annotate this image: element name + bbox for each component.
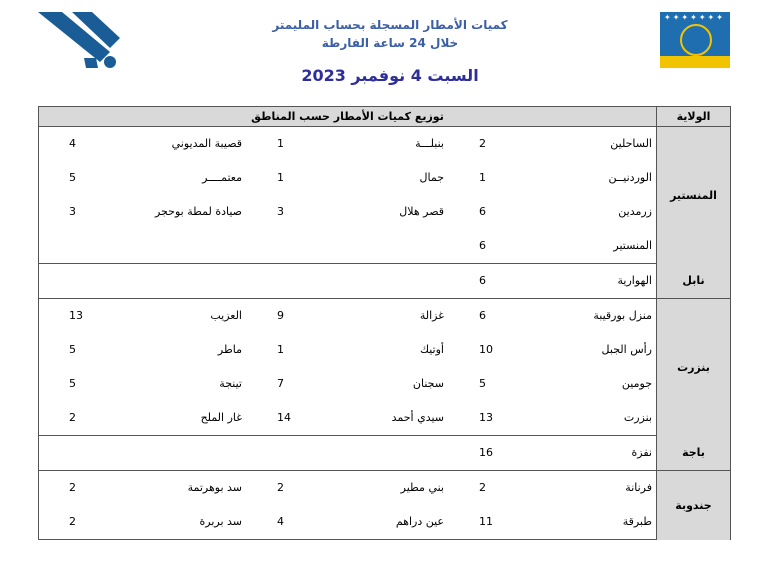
logo-band (660, 56, 730, 68)
rainfall-value: 2 (277, 481, 284, 494)
table-row (39, 367, 731, 401)
station-name: غزالة (419, 309, 444, 322)
rainfall-value: 1 (479, 171, 486, 184)
rainfall-value: 1 (277, 343, 284, 356)
rainfall-value: 10 (479, 343, 493, 356)
right-logo (660, 12, 730, 68)
governorate-cell: باجة (657, 436, 731, 471)
emblem-icon (680, 24, 712, 56)
station-name: بني مطير (400, 481, 444, 494)
rainfall-value: 2 (479, 481, 486, 494)
station-name: جمال (419, 171, 444, 184)
rainfall-table (38, 106, 731, 540)
header-governorate: الولاية (657, 107, 731, 127)
rainfall-value: 3 (277, 205, 284, 218)
rainfall-value: 13 (69, 309, 83, 322)
table-row (39, 333, 731, 367)
station-name: رأس الجبل (601, 343, 652, 356)
station-name: أوتيك (419, 343, 444, 356)
rainfall-value: 16 (479, 446, 493, 459)
report-date: السبت 4 نوفمبر 2023 (301, 66, 479, 85)
left-logo (38, 12, 122, 70)
rainfall-value: 2 (479, 137, 486, 150)
rainfall-value: 13 (479, 411, 493, 424)
table-row (39, 229, 731, 264)
rainfall-value: 6 (479, 309, 486, 322)
station-name: فرنانة (625, 481, 652, 494)
governorate-cell: نابل (657, 264, 731, 299)
table-header-row (39, 107, 731, 127)
governorate-cell: المنستير (657, 127, 731, 264)
station-name: ماطر (217, 343, 242, 356)
station-name: عين دراهم (395, 515, 444, 528)
stripes-logo-icon (38, 12, 122, 70)
station-name: معتمــــر (202, 171, 242, 184)
rainfall-value: 6 (479, 205, 486, 218)
governorate-cell: جندوبة (657, 471, 731, 540)
rainfall-value: 5 (69, 343, 76, 356)
rainfall-value: 5 (69, 171, 76, 184)
rainfall-value: 1 (277, 137, 284, 150)
station-name: سيدي أحمد (391, 411, 444, 424)
rainfall-value: 14 (277, 411, 291, 424)
table-row (39, 471, 731, 506)
rainfall-value: 9 (277, 309, 284, 322)
station-name: بنبلـــة (415, 137, 444, 150)
station-name: سد بوهرتمة (187, 481, 242, 494)
station-name: بنزرت (623, 411, 652, 424)
station-name: غار الملح (200, 411, 242, 424)
station-name: الوردنيــن (608, 171, 652, 184)
report-subtitle: خلال 24 ساعة الفارطة (321, 36, 459, 50)
station-name: الساحلين (610, 137, 652, 150)
rainfall-value: 6 (479, 239, 486, 252)
station-name: قصر هلال (399, 205, 444, 218)
report-title: كميات الأمطار المسجلة بحساب المليمتر (272, 18, 508, 32)
rainfall-value: 6 (479, 274, 486, 287)
table-row (39, 161, 731, 195)
rainfall-value: 4 (69, 137, 76, 150)
table-row (39, 264, 731, 299)
table-row (39, 127, 731, 162)
station-name: سجنان (412, 377, 444, 390)
rainfall-value: 3 (69, 205, 76, 218)
header-distribution: توزيع كميات الأمطار حسب المناطق (39, 107, 657, 127)
governorate-cell: بنزرت (657, 299, 731, 436)
rainfall-value: 2 (69, 411, 76, 424)
station-name: المنستير (613, 239, 652, 252)
station-name: جومين (621, 377, 652, 390)
station-name: طبرقة (622, 515, 652, 528)
station-name: منزل بورقيبة (593, 309, 652, 322)
table-row (39, 195, 731, 229)
station-name: تينجة (219, 377, 242, 390)
table-row (39, 436, 731, 471)
rainfall-value: 5 (69, 377, 76, 390)
rainfall-value: 5 (479, 377, 486, 390)
rainfall-value: 7 (277, 377, 284, 390)
rainfall-value: 11 (479, 515, 493, 528)
station-name: العزيب (210, 309, 242, 322)
rainfall-value: 2 (69, 515, 76, 528)
station-name: نفزة (631, 446, 652, 459)
rainfall-value: 1 (277, 171, 284, 184)
station-name: صيادة لمطة بوحجر (154, 205, 242, 218)
table-row (39, 401, 731, 436)
table-row (39, 299, 731, 334)
rainfall-value: 2 (69, 481, 76, 494)
station-name: الهوارية (617, 274, 652, 287)
table-row (39, 505, 731, 540)
station-name: قصيبة المديوني (171, 137, 242, 150)
rainfall-value: 4 (277, 515, 284, 528)
stars-icon: ✦✦✦✦✦✦✦ (664, 13, 725, 22)
station-name: سد بربرة (199, 515, 242, 528)
station-name: زرمدين (618, 205, 652, 218)
